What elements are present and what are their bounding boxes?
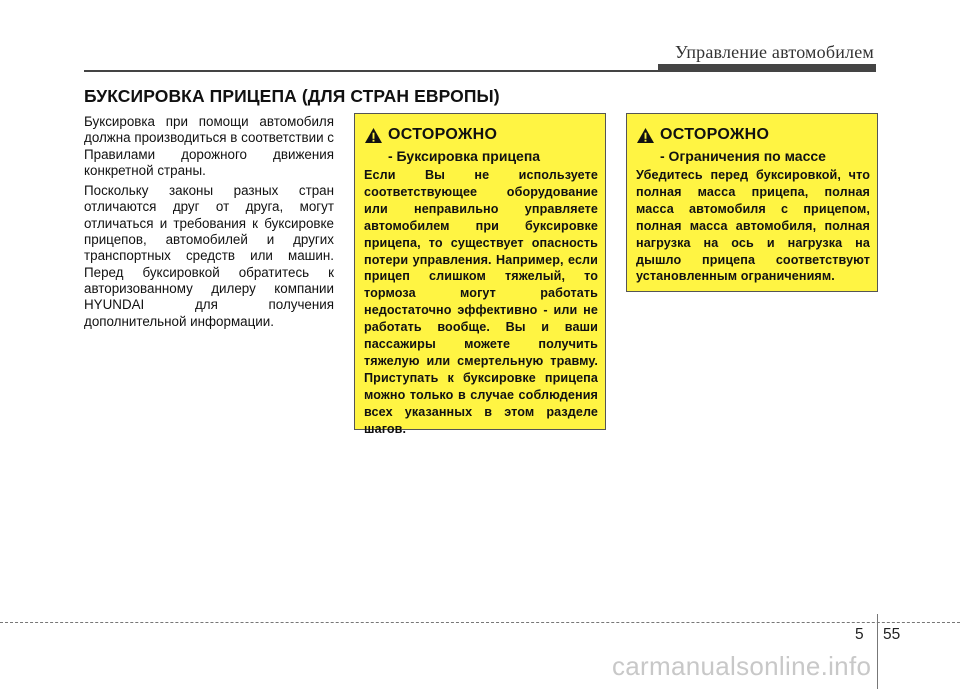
warning-box-weight — [626, 113, 878, 292]
footer-dashed-rule — [0, 622, 960, 623]
warning-triangle-icon — [364, 127, 383, 144]
warning-text: Если Вы не используете соответствующее оборудование или неправильно управляете автомобилем при буксировке прицепа, то существует опасность потери управления. Например, если прицеп слишком тяжелый, то тормоза могут работать недостаточно эффективно - или не работать вообще. Вы и ваши пассажиры можете получить тяжелую или смертельную травму. Приступать к буксировке прицепа можно только в случае соблюдения всех указанных в этом разделе шагов. — [364, 168, 598, 436]
footer-page-number: 55 — [883, 626, 901, 643]
warning-text: Убедитесь перед буксировкой, что полная масса прицепа, полная масса автомобиля с прицепом, полная масса автомобиля, полная нагрузка на ось и нагрузка на дышло прицепа соответствуют установленным ограничениям. — [636, 168, 870, 284]
body-paragraph: Буксировка при помощи автомобиля должна производиться в соответствии с Правилами дорожного движения конкретной страны. — [84, 114, 334, 178]
warning-header — [636, 124, 870, 146]
section-title: БУКСИРОВКА ПРИЦЕПА (ДЛЯ СТРАН ЕВРОПЫ) — [84, 86, 500, 106]
footer-vertical-rule — [877, 614, 878, 689]
watermark: carmanualsonline.info — [612, 651, 872, 681]
warning-triangle-icon — [636, 127, 655, 144]
warning-label: ОСТОРОЖНО — [388, 126, 498, 143]
warning-subtitle: - Ограничения по массе — [660, 148, 826, 164]
header-rule-thick — [658, 64, 876, 72]
body-text — [84, 114, 334, 334]
body-paragraph: Поскольку законы разных стран отличаются друг от друга, могут отличаться и требования к буксировке прицепов, автомобилей и других транспортных средств или машин. Перед буксировкой обратитесь к авторизованному дилеру компании HYUNDAI для получения дополнительной информации. — [84, 183, 334, 329]
footer-chapter-number: 5 — [855, 626, 864, 643]
warning-box-trailer — [354, 113, 606, 436]
warning-subtitle: - Буксировка прицепа — [388, 148, 541, 164]
warning-header — [364, 124, 598, 146]
header-title: Управление автомобилем — [674, 42, 874, 62]
warning-label: ОСТОРОЖНО — [660, 126, 770, 143]
